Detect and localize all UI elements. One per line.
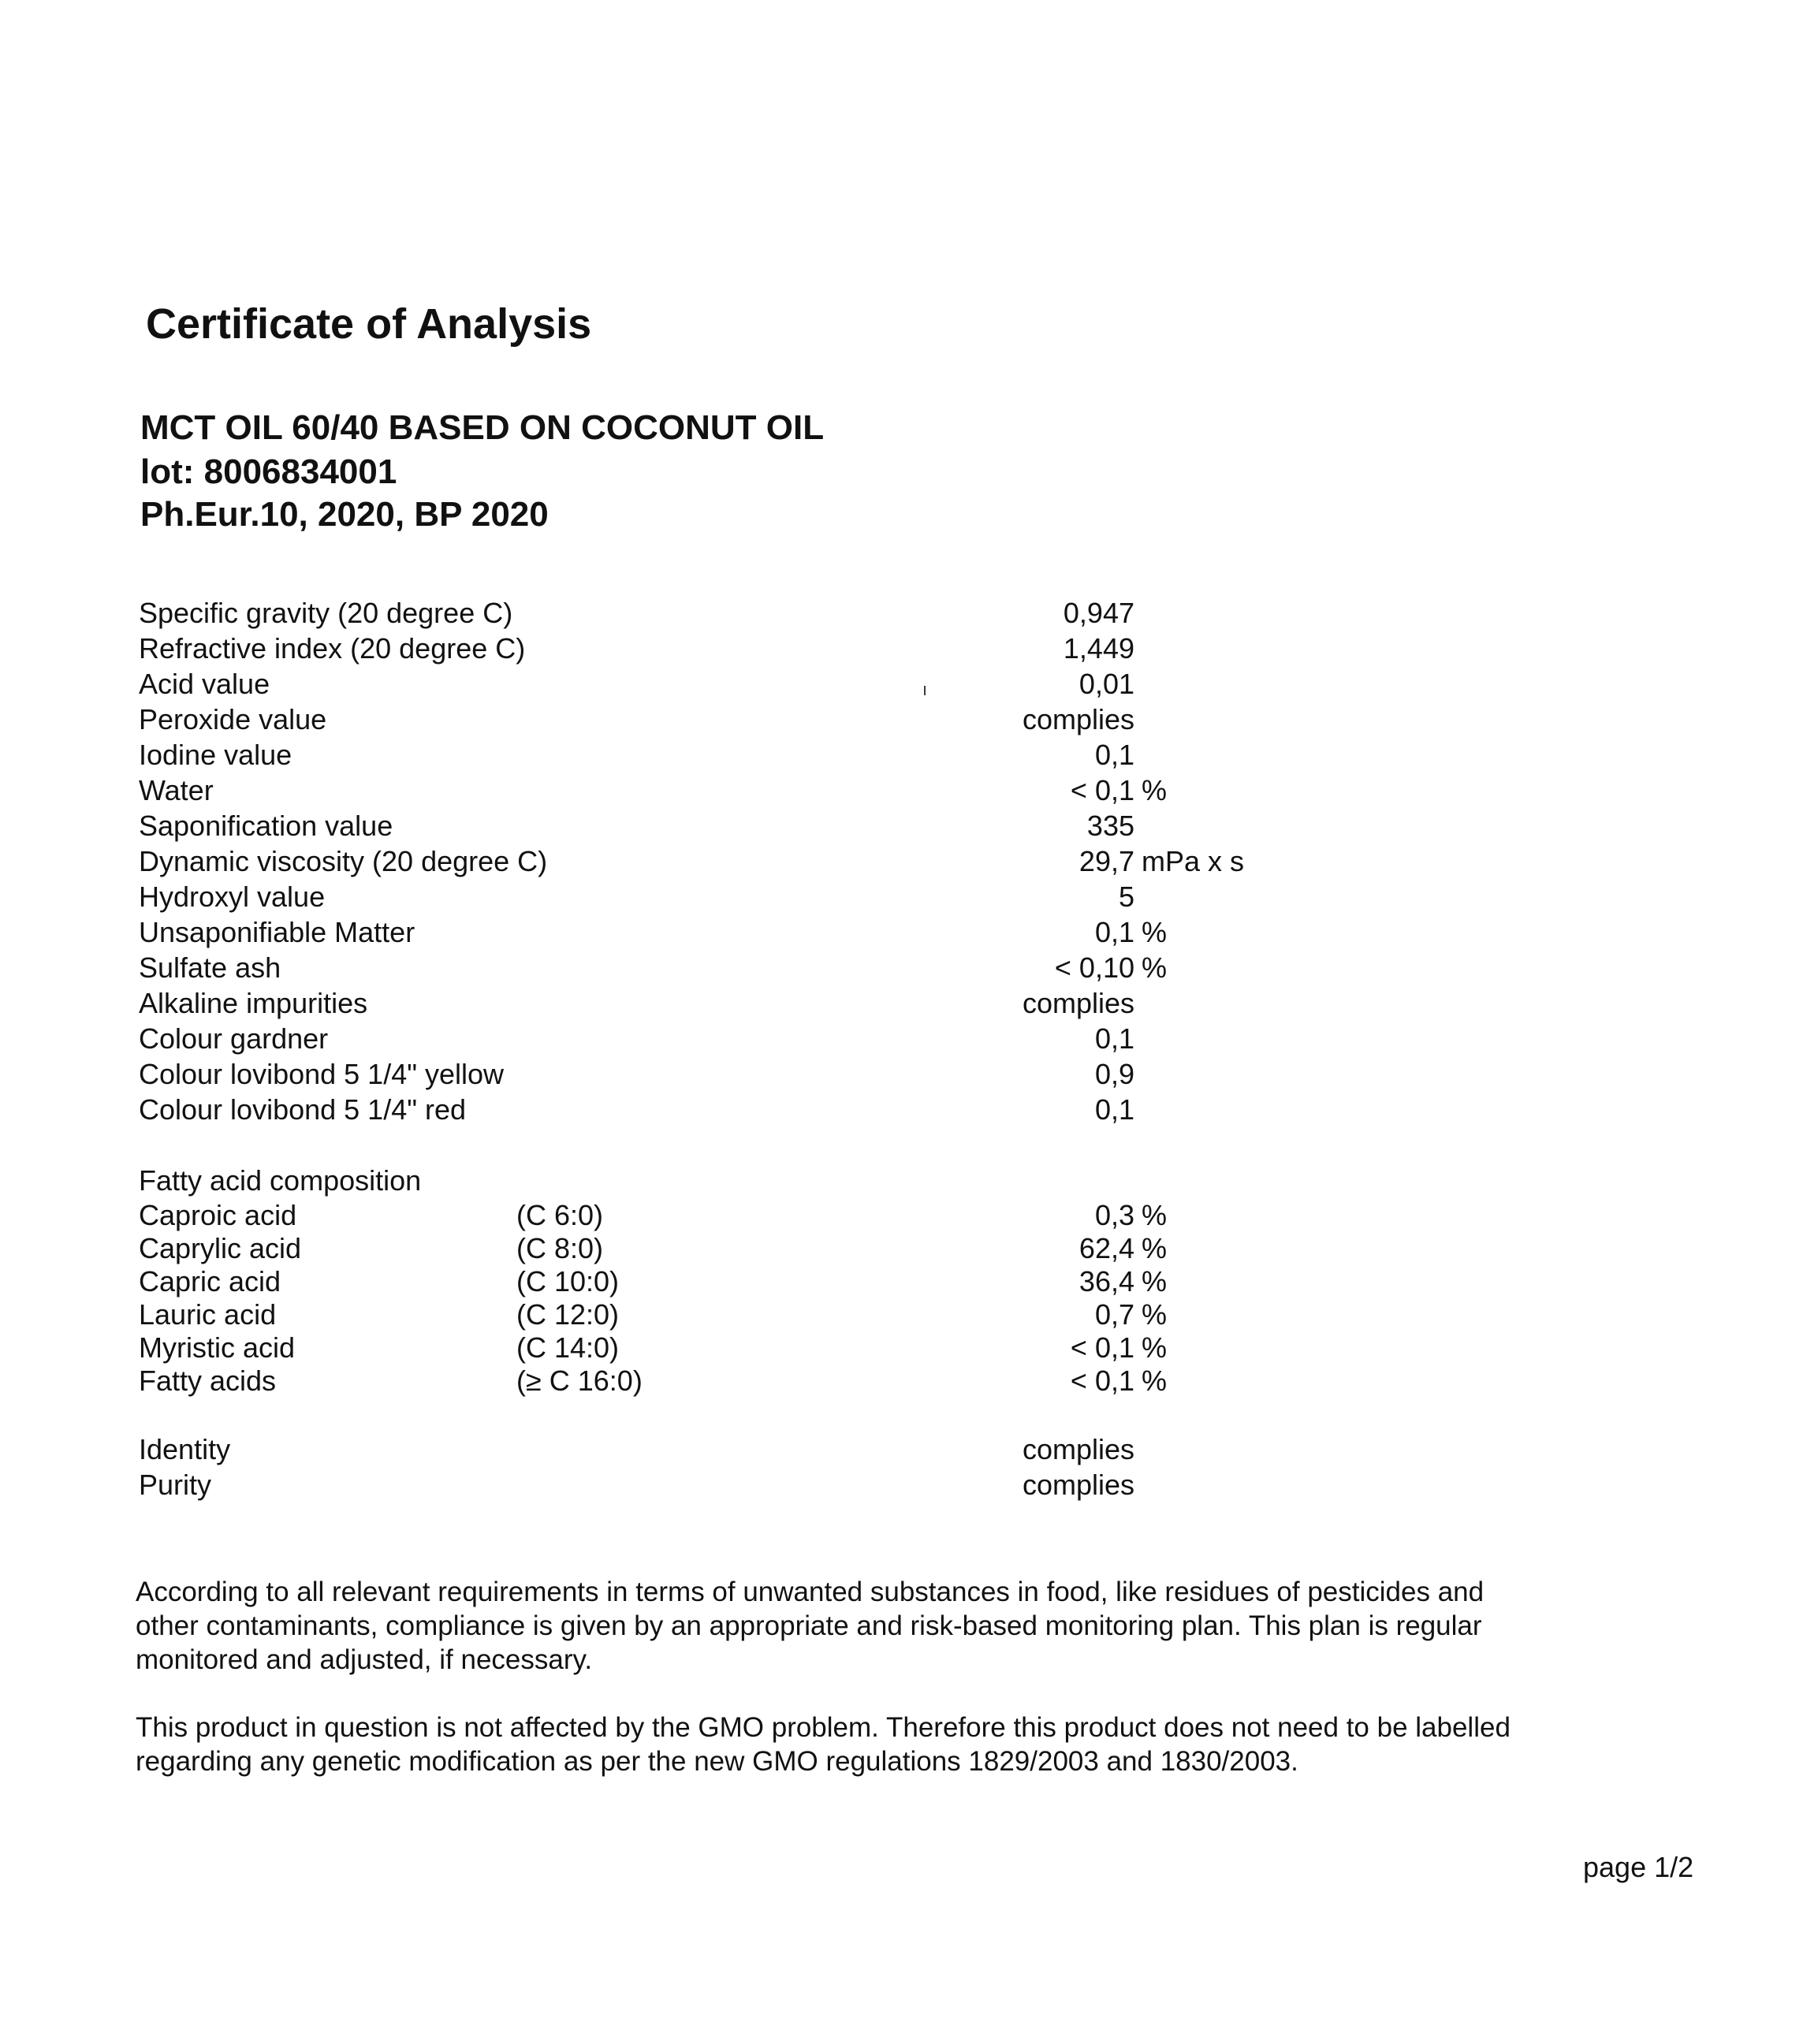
property-row bbox=[0, 951, 1803, 986]
conformity-value: complies bbox=[1022, 1469, 1134, 1501]
property-row bbox=[0, 703, 1803, 738]
property-label: Refractive index (20 degree C) bbox=[139, 632, 526, 665]
conformity-row bbox=[0, 1469, 1803, 1503]
property-label: Acid value bbox=[139, 668, 270, 700]
property-value: complies bbox=[1022, 703, 1134, 735]
document-title: Certificate of Analysis bbox=[146, 300, 592, 348]
fatty-acid-value: 36,4 bbox=[1078, 1265, 1134, 1298]
property-label: Specific gravity (20 degree C) bbox=[139, 597, 513, 629]
property-row bbox=[0, 845, 1803, 880]
fatty-acid-label: Fatty acids bbox=[139, 1365, 277, 1397]
property-row bbox=[0, 668, 1803, 702]
fatty-acid-row bbox=[0, 1232, 1803, 1267]
fatty-acid-label: Capric acid bbox=[139, 1265, 281, 1298]
property-value: 29,7 bbox=[1078, 845, 1134, 877]
property-row bbox=[0, 632, 1803, 667]
property-row bbox=[0, 881, 1803, 915]
fatty-acid-label: Caproic acid bbox=[139, 1199, 297, 1231]
conformity-label: Purity bbox=[139, 1469, 212, 1501]
property-value: 0,947 bbox=[1063, 597, 1134, 629]
fatty-acid-code: (C 8:0) bbox=[516, 1232, 604, 1264]
fatty-acid-unit: % bbox=[1142, 1199, 1168, 1231]
property-unit: % bbox=[1142, 951, 1168, 984]
property-row bbox=[0, 774, 1803, 809]
property-unit: % bbox=[1142, 916, 1168, 948]
fatty-acid-heading bbox=[0, 1164, 1803, 1199]
property-label: Hydroxyl value bbox=[139, 881, 326, 913]
property-row bbox=[0, 597, 1803, 631]
property-label: Sulfate ash bbox=[139, 951, 281, 984]
property-row bbox=[0, 1022, 1803, 1057]
property-row bbox=[0, 810, 1803, 844]
property-unit: mPa x s bbox=[1142, 845, 1245, 877]
fatty-acid-row bbox=[0, 1331, 1803, 1366]
property-value: 1,449 bbox=[1063, 632, 1134, 665]
property-label: Saponification value bbox=[139, 810, 393, 842]
fatty-acid-row bbox=[0, 1265, 1803, 1300]
product-name: MCT OIL 60/40 BASED ON COCONUT OIL bbox=[140, 408, 825, 447]
fatty-acid-code: (C 6:0) bbox=[516, 1199, 604, 1231]
property-row bbox=[0, 1093, 1803, 1128]
property-value: 0,1 bbox=[1094, 916, 1134, 948]
property-value: < 0,10 bbox=[1054, 951, 1134, 984]
property-value: 0,1 bbox=[1094, 739, 1134, 771]
fatty-acid-row bbox=[0, 1199, 1803, 1234]
property-label: Colour gardner bbox=[139, 1022, 329, 1055]
property-value: complies bbox=[1022, 987, 1134, 1019]
conformity-label: Identity bbox=[139, 1433, 231, 1465]
fatty-acid-label: Lauric acid bbox=[139, 1298, 277, 1331]
property-label: Colour lovibond 5 1/4" red bbox=[139, 1093, 467, 1126]
fatty-acid-value: < 0,1 bbox=[1070, 1331, 1134, 1364]
fatty-acid-row bbox=[0, 1365, 1803, 1399]
fatty-acid-code: (C 12:0) bbox=[516, 1298, 620, 1331]
fatty-acid-row bbox=[0, 1298, 1803, 1333]
page-number: page 1/2 bbox=[1583, 1851, 1694, 1883]
property-row bbox=[0, 987, 1803, 1022]
property-label: Colour lovibond 5 1/4" yellow bbox=[139, 1058, 505, 1090]
fatty-acid-value: 0,3 bbox=[1094, 1199, 1134, 1231]
property-value: 0,9 bbox=[1094, 1058, 1134, 1090]
fatty-acid-code: (C 10:0) bbox=[516, 1265, 620, 1298]
property-value: 0,01 bbox=[1078, 668, 1134, 700]
fatty-acid-code: (C 14:0) bbox=[516, 1331, 620, 1364]
fatty-acid-unit: % bbox=[1142, 1331, 1168, 1364]
fatty-acid-heading-label: Fatty acid composition bbox=[139, 1164, 422, 1197]
fatty-acid-label: Caprylic acid bbox=[139, 1232, 302, 1264]
fatty-acid-unit: % bbox=[1142, 1265, 1168, 1298]
property-value: 335 bbox=[1086, 810, 1134, 842]
property-value: < 0,1 bbox=[1070, 774, 1134, 806]
scan-mark: ı bbox=[922, 679, 928, 699]
property-row bbox=[0, 1058, 1803, 1093]
property-value: 0,1 bbox=[1094, 1093, 1134, 1126]
property-row bbox=[0, 916, 1803, 951]
conformity-value: complies bbox=[1022, 1433, 1134, 1465]
fatty-acid-value: < 0,1 bbox=[1070, 1365, 1134, 1397]
fatty-acid-label: Myristic acid bbox=[139, 1331, 296, 1364]
property-unit: % bbox=[1142, 774, 1168, 806]
property-label: Peroxide value bbox=[139, 703, 327, 735]
property-row bbox=[0, 739, 1803, 773]
property-label: Water bbox=[139, 774, 214, 806]
gmo-statement: This product in question is not affected by the GMO problem. Therefore this product does not need to be labelled regarding any genetic modification as per the new GMO regulations 1829/2003 and 1830/2003. bbox=[136, 1712, 1511, 1777]
fatty-acid-value: 62,4 bbox=[1078, 1232, 1134, 1264]
fatty-acid-unit: % bbox=[1142, 1232, 1168, 1264]
property-value: 5 bbox=[1118, 881, 1134, 913]
fatty-acid-unit: % bbox=[1142, 1298, 1168, 1331]
property-label: Dynamic viscosity (20 degree C) bbox=[139, 845, 548, 877]
conformity-row bbox=[0, 1433, 1803, 1468]
fatty-acid-code: (≥ C 16:0) bbox=[516, 1365, 643, 1397]
property-label: Iodine value bbox=[139, 739, 292, 771]
pharmacopoeia: Ph.Eur.10, 2020, BP 2020 bbox=[140, 495, 549, 534]
property-label: Alkaline impurities bbox=[139, 987, 368, 1019]
lot-number: lot: 8006834001 bbox=[140, 452, 397, 491]
property-label: Unsaponifiable Matter bbox=[139, 916, 415, 948]
property-value: 0,1 bbox=[1094, 1022, 1134, 1055]
fatty-acid-value: 0,7 bbox=[1094, 1298, 1134, 1331]
fatty-acid-unit: % bbox=[1142, 1365, 1168, 1397]
contaminants-statement: According to all relevant requirements in terms of unwanted substances in food, like residues of pesticides and other contaminants, compliance is given by an appropriate and risk-based monitoring plan. This plan is regular monitored and adjusted, if necessary. bbox=[136, 1577, 1484, 1675]
